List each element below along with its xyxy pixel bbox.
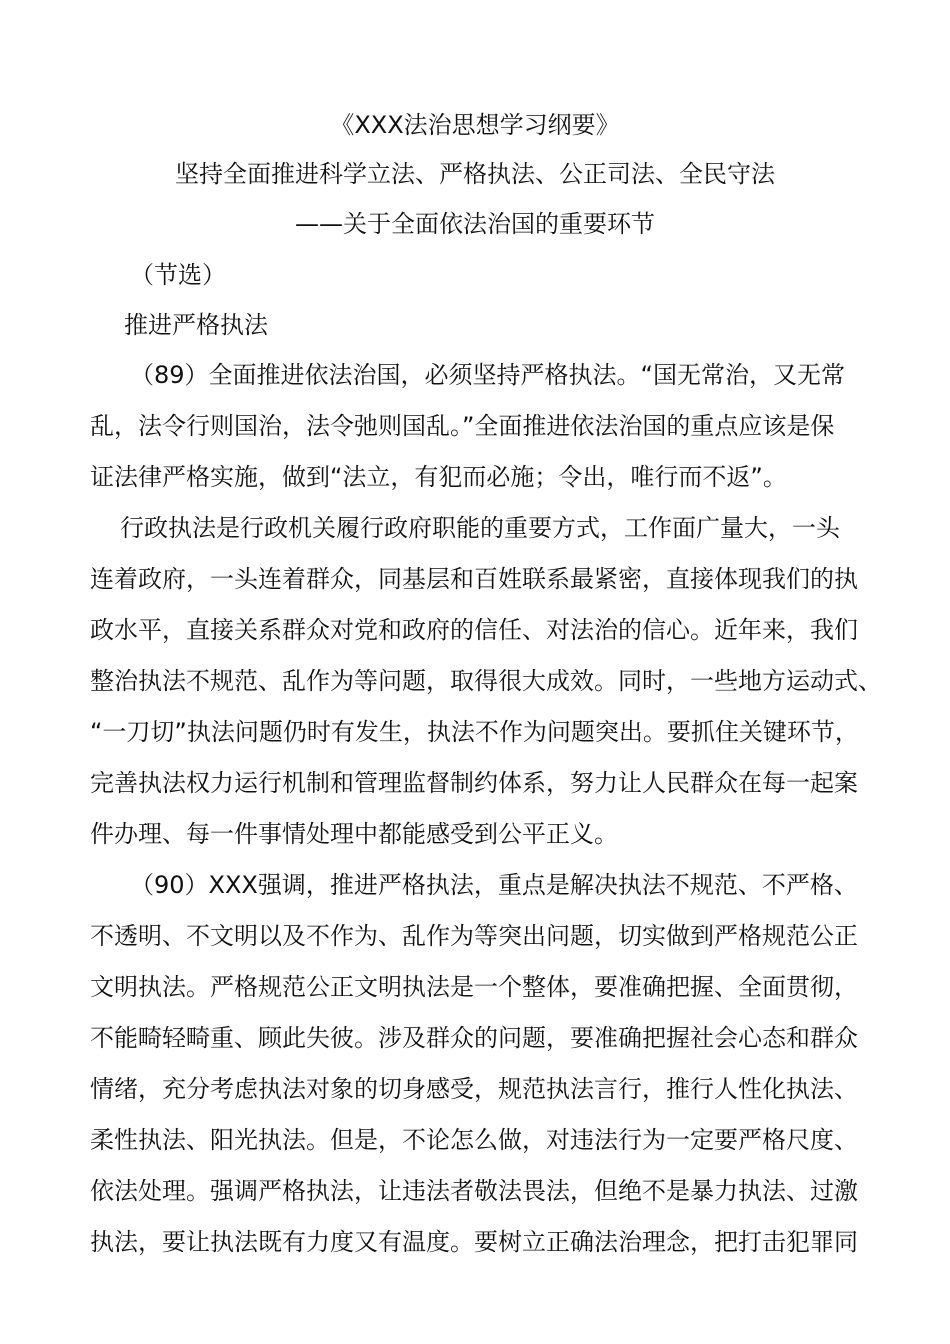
document-title: 《XXX法治思想学习纲要》 [330, 111, 620, 139]
body-line-1: （89）全面推进依法治国，必须坚持严格执法。“国无常治，又无常 [130, 361, 845, 389]
document-body [90, 358, 882, 1276]
excerpt-note: （节选） [130, 261, 226, 289]
section-heading: 推进严格执法 [124, 311, 268, 339]
body-line-16: 柔性执法、阳光执法。但是，不论怎么做，对违法行为一定要严格尺度、 [90, 1126, 858, 1154]
body-line-12: 不透明、不文明以及不作为、乱作为等突出问题，切实做到严格规范公正 [90, 922, 858, 950]
body-line-13: 文明执法。严格规范公正文明执法是一个整体，要准确把握、全面贯彻， [90, 973, 858, 1001]
body-line-2: 乱，法令行则国治，法令弛则国乱。”全面推进依法治国的重点应该是保 [90, 412, 835, 440]
body-line-15: 情绪，充分考虑执法对象的切身感受，规范执法言行，推行人性化执法、 [90, 1075, 858, 1103]
body-line-18: 执法，要让执法既有力度又有温度。要树立正确法治理念，把打击犯罪同 [90, 1228, 858, 1256]
body-line-17: 依法处理。强调严格执法，让违法者敬法畏法，但绝不是暴力执法、过激 [90, 1177, 858, 1205]
document-subheading: ——关于全面依法治国的重要环节 [295, 210, 655, 238]
body-line-6: 政水平，直接关系群众对党和政府的信任、对法治的信心。近年来，我们 [90, 616, 858, 644]
body-line-4: 行政执法是行政机关履行政府职能的重要方式，工作面广量大，一头 [120, 514, 840, 542]
document-subtitle: 坚持全面推进科学立法、严格执法、公正司法、全民守法 [175, 160, 775, 188]
body-line-7: 整治执法不规范、乱作为等问题，取得很大成效。同时，一些地方运动式、 [90, 667, 882, 695]
body-line-9: 完善执法权力运行机制和管理监督制约体系，努力让人民群众在每一起案 [90, 769, 858, 797]
body-line-3: 证法律严格实施，做到“法立，有犯而必施；令出，唯行而不返”。 [90, 463, 787, 491]
body-line-14: 不能畸轻畸重、顾此失彼。涉及群众的问题，要准确把握社会心态和群众 [90, 1024, 858, 1052]
body-line-5: 连着政府，一头连着群众，同基层和百姓联系最紧密，直接体现我们的执 [90, 565, 858, 593]
body-line-8: “一刀切”执法问题仍时有发生，执法不作为问题突出。要抓住关键环节， [90, 718, 859, 746]
body-line-10: 件办理、每一件事情处理中都能感受到公平正义。 [90, 820, 618, 848]
body-line-11: （90）XXX强调，推进严格执法，重点是解决执法不规范、不严格、 [130, 871, 858, 899]
